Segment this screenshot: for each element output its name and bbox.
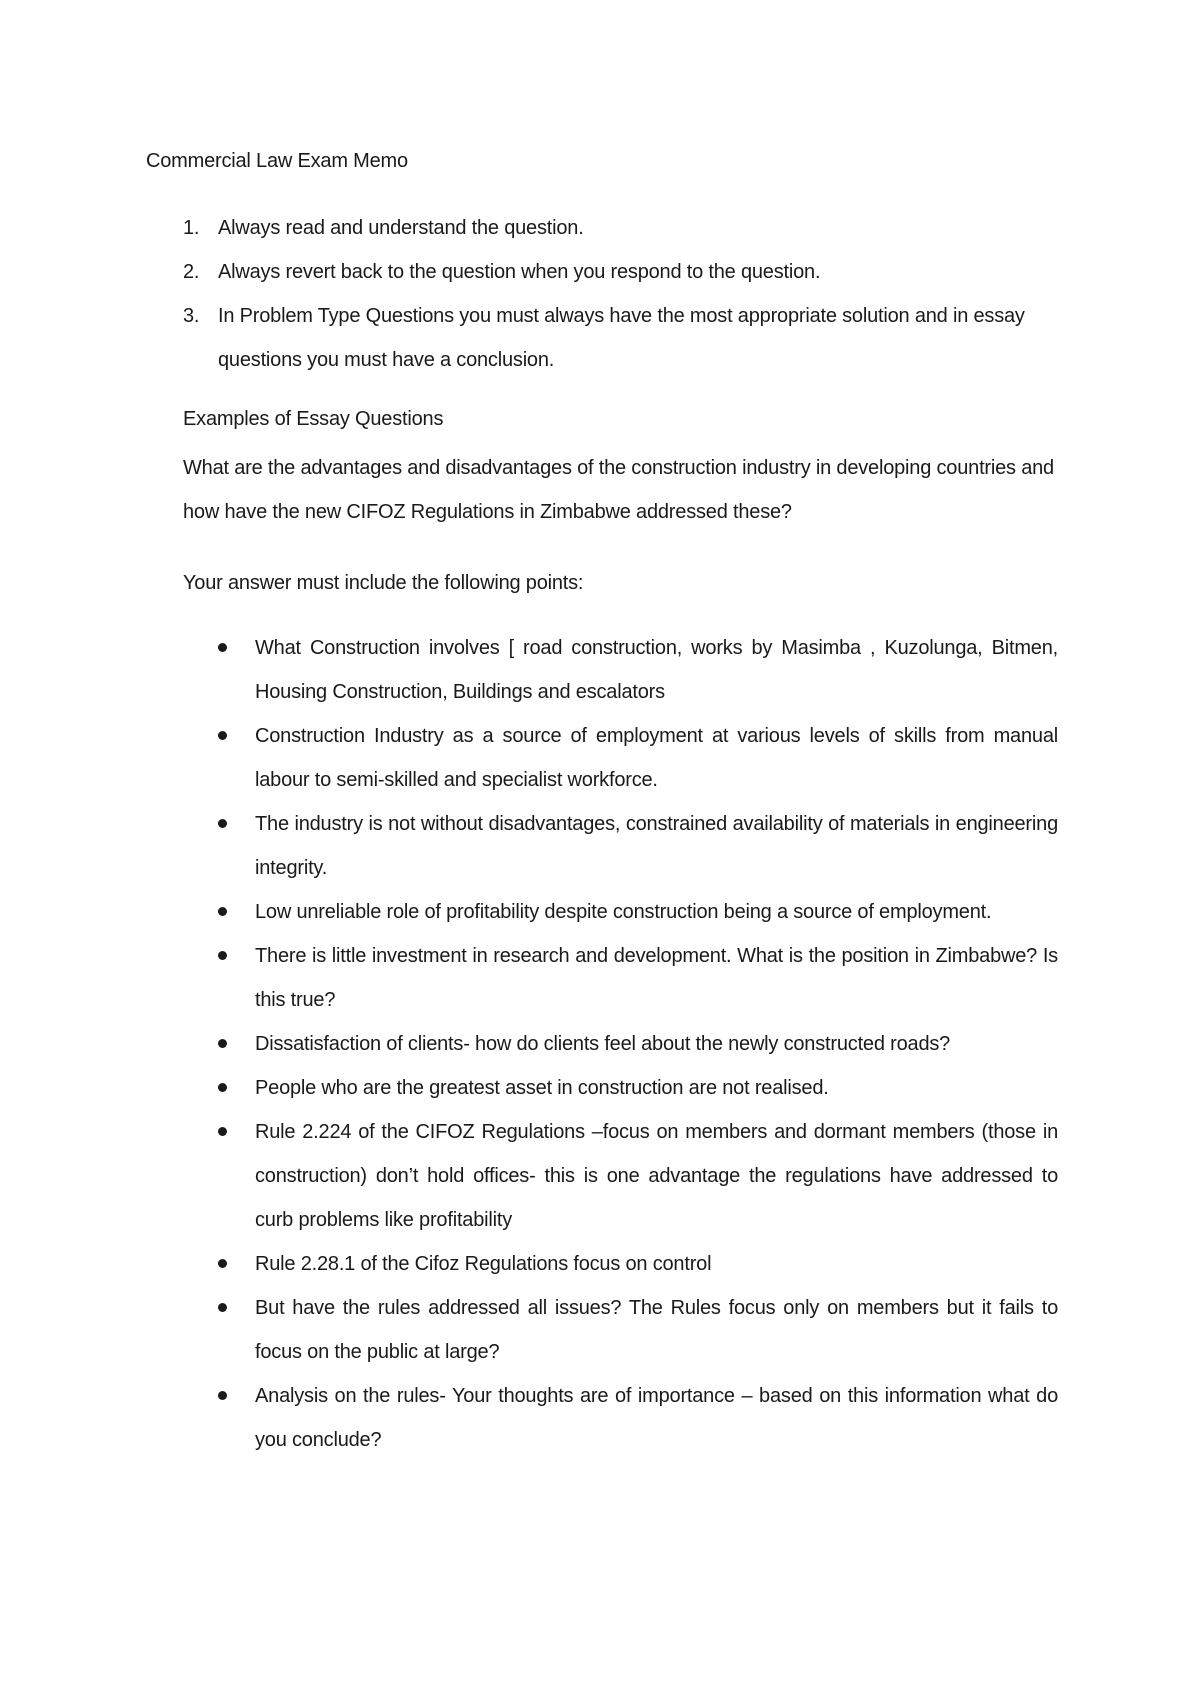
- list-item: [0, 1066, 1058, 1110]
- essay-question: What are the advantages and disadvantages of the construction industry in developing countries and how have the new CIFOZ Regulations in Zimbabwe addressed these?: [183, 457, 1054, 523]
- list-number: 3.: [183, 305, 200, 327]
- numbered-list: [0, 206, 1200, 382]
- bullet-list: [0, 626, 1200, 1462]
- examples-heading: Examples of Essay Questions: [183, 408, 444, 430]
- numbered-item: [0, 294, 1058, 382]
- numbered-item: [0, 206, 1058, 250]
- list-item: [0, 626, 1058, 714]
- list-item: [0, 1286, 1058, 1374]
- list-number: 2.: [183, 261, 200, 283]
- bullet-text: The industry is not without disadvantages, constrained availability of materials in engineering integrity.: [255, 813, 1058, 879]
- bullet-icon: [218, 1303, 227, 1312]
- numbered-item-text: Always revert back to the question when you respond to the question.: [218, 261, 821, 283]
- list-number: 1.: [183, 217, 200, 239]
- list-item: [0, 890, 1058, 934]
- list-item: [0, 934, 1058, 1022]
- bullet-text: People who are the greatest asset in construction are not realised.: [255, 1077, 829, 1099]
- numbered-item-text: In Problem Type Questions you must always have the most appropriate solution and in essay questions you must have a conclusion.: [218, 305, 1025, 371]
- bullet-text: There is little investment in research and development. What is the position in Zimbabwe? Is this true?: [255, 945, 1058, 1011]
- points-intro: Your answer must include the following points:: [183, 572, 584, 594]
- bullet-icon: [218, 907, 227, 916]
- bullet-icon: [218, 1127, 227, 1136]
- bullet-icon: [218, 731, 227, 740]
- numbered-item-text: Always read and understand the question.: [218, 217, 584, 239]
- bullet-text: Dissatisfaction of clients- how do clients feel about the newly constructed roads?: [255, 1033, 951, 1055]
- bullet-icon: [218, 1391, 227, 1400]
- numbered-item: [0, 250, 1058, 294]
- bullet-text: What Construction involves [ road construction, works by Masimba , Kuzolunga, Bitmen, Housing Construction, Buildings and escalators: [255, 637, 1058, 703]
- bullet-text: But have the rules addressed all issues? The Rules focus only on members but it fails to focus on the public at large?: [255, 1297, 1058, 1363]
- bullet-icon: [218, 819, 227, 828]
- list-item: [0, 1374, 1058, 1462]
- list-item: [0, 1022, 1058, 1066]
- bullet-text: Rule 2.224 of the CIFOZ Regulations –focus on members and dormant members (those in construction) don’t hold offices- this is one advantage the regulations have addressed to curb problems like profitability: [255, 1121, 1058, 1231]
- bullet-text: Low unreliable role of profitability despite construction being a source of employment.: [255, 901, 992, 923]
- bullet-text: Construction Industry as a source of employment at various levels of skills from manual labour to semi-skilled and specialist workforce.: [255, 725, 1058, 791]
- bullet-icon: [218, 1083, 227, 1092]
- bullet-icon: [218, 1259, 227, 1268]
- list-item: [0, 1242, 1058, 1286]
- bullet-icon: [218, 643, 227, 652]
- bullet-text: Analysis on the rules- Your thoughts are of importance – based on this information what do you conclude?: [255, 1385, 1058, 1451]
- document-title: Commercial Law Exam Memo: [146, 150, 408, 172]
- bullet-icon: [218, 1039, 227, 1048]
- bullet-icon: [218, 951, 227, 960]
- list-item: [0, 802, 1058, 890]
- bullet-text: Rule 2.28.1 of the Cifoz Regulations focus on control: [255, 1253, 712, 1275]
- list-item: [0, 714, 1058, 802]
- list-item: [0, 1110, 1058, 1242]
